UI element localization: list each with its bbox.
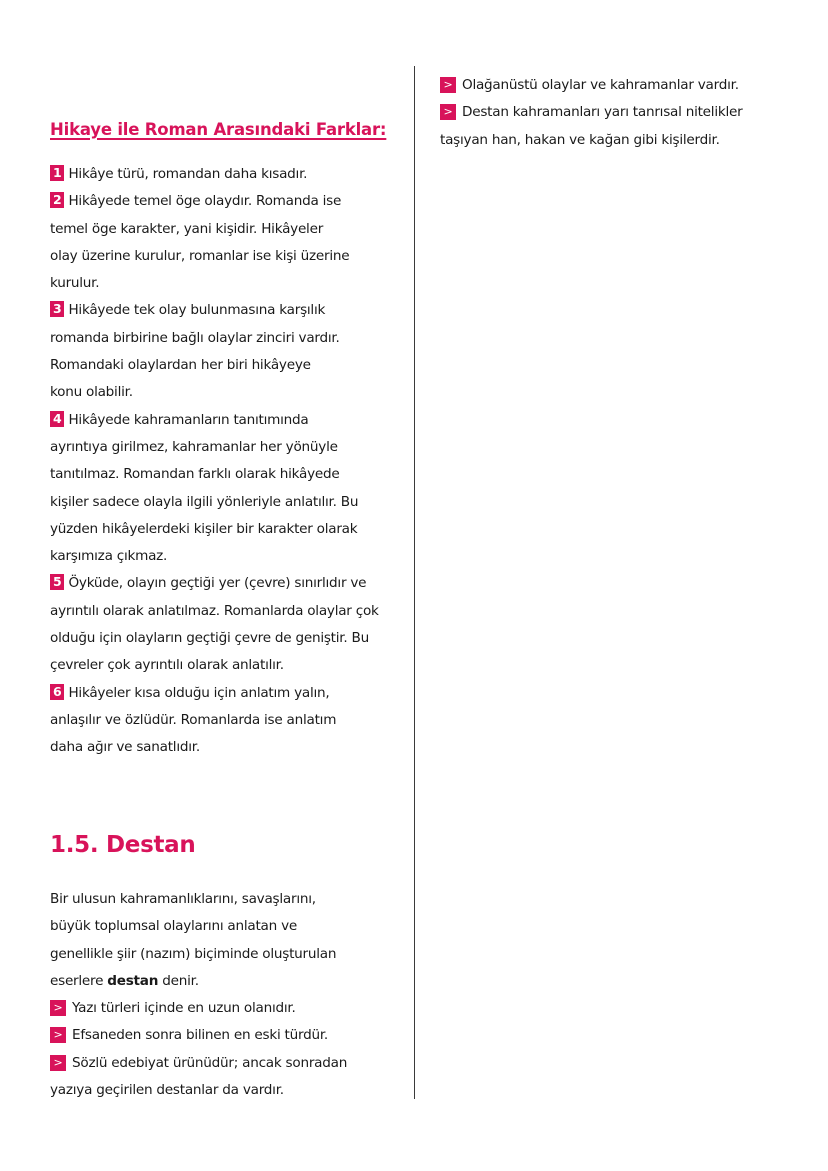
number-badge: 3 [50,301,64,317]
chevron-right-icon: > [50,1000,66,1016]
chevron-right-icon: > [440,77,456,93]
bullet-item: > Efsaneden sonra bilinen en eski türdür. [50,1022,395,1049]
destan-content [50,886,395,1104]
list-item: 4 Hikâyede kahramanların tanıtımında ayrıntıya girilmez, kahramanlar her yönüyle tanıtılmaz. Romandan farklı olarak hikâyede kişiler sadece olayla ilgili yönleriyle anlatılır. Bu yüzden hikâyelerdeki kişiler bir karakter olarak karşımıza çıkmaz. [50,410,359,565]
left-column [50,116,395,762]
bullet-item: > Sözlü edebiyat ürünüdür; ancak sonradan yazıya geçirilen destanlar da vardır. [50,1054,348,1099]
bullet-item: > Yazı türleri içinde en uzun olanıdır. [50,995,395,1022]
chevron-right-icon: > [50,1055,66,1071]
list-item: 6 Hikâyeler kısa olduğu için anlatım yalın, anlaşılır ve özlüdür. Romanlarda ise anlatım daha ağır ve sanatlıdır. [50,683,337,756]
section-heading-destan: 1.5. Destan [50,832,196,858]
number-badge: 6 [50,684,64,700]
number-badge: 1 [50,165,64,181]
chevron-right-icon: > [440,104,456,120]
column-divider [414,66,415,1099]
right-column [440,72,790,154]
bullet-item: > Destan kahramanları yarı tanrısal nitelikler taşıyan han, hakan ve kağan gibi kişilerdir. [440,104,743,148]
chevron-right-icon: > [50,1027,66,1043]
number-badge: 5 [50,574,64,590]
subheading-differences: Hikaye ile Roman Arasındaki Farklar: [50,120,387,139]
definition-paragraph: Bir ulusun kahramanlıklarını, savaşlarını, büyük toplumsal olaylarını anlatan ve genellikle şiir (nazım) biçiminde oluşturulan eserlere destan denir. [50,891,337,989]
list-item: 5 Öyküde, olayın geçtiği yer (çevre) sınırlıdır ve ayrıntılı olarak anlatılmaz. Romanlarda olaylar çok olduğu için olayların geçtiği çevre de geniştir. Bu çevreler çok ayrıntılı olarak anlatılır. [50,574,379,674]
bullet-item: > Olağanüstü olaylar ve kahramanlar vardır. [440,72,790,99]
list-item: 1 Hikâye türü, romandan daha kısadır. [50,161,395,188]
list-item: 3 Hikâyede tek olay bulunmasına karşılık romanda birbirine bağlı olaylar zinciri vardır. Romandaki olaylardan her biri hikâyeye konu olabilir. [50,301,340,401]
number-badge: 4 [50,411,64,427]
list-item: 2 Hikâyede temel öge olaydır. Romanda ise temel öge karakter, yani kişidir. Hikâyeler olay üzerine kurulur, romanlar ise kişi üzerine kurulur. [50,192,350,292]
keyword-destan: destan [107,972,159,989]
number-badge: 2 [50,192,64,208]
